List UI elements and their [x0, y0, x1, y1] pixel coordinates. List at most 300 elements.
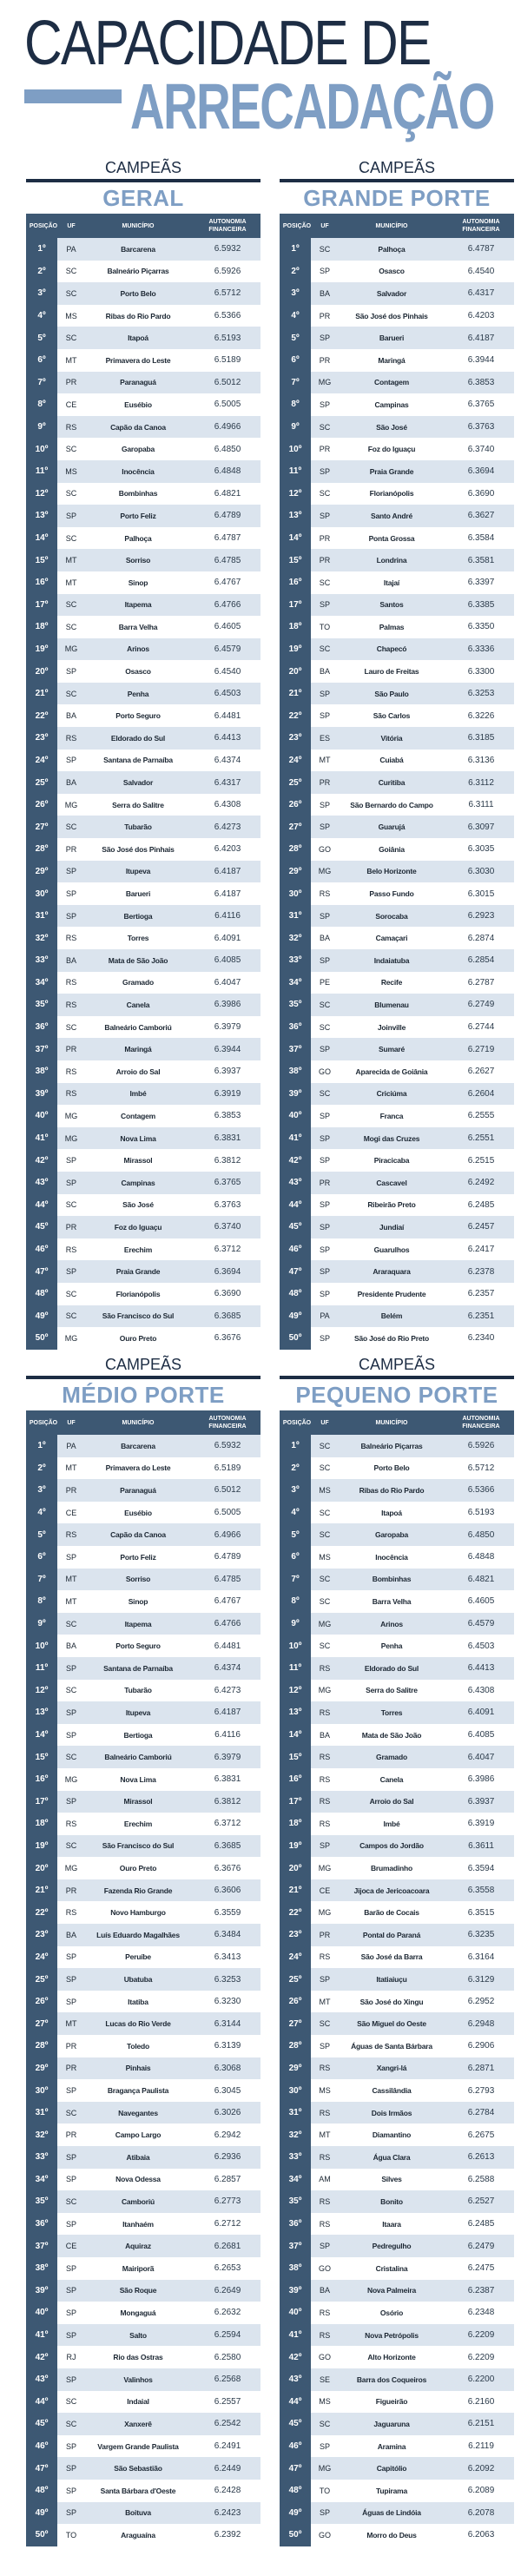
row-municipality: Barueri	[125, 889, 151, 899]
row-position: 32º	[26, 2124, 57, 2146]
row-municipality: Recife	[380, 978, 403, 987]
table-row	[26, 771, 260, 794]
row-position: 5º	[280, 1523, 311, 1546]
panel-heading: CAMPEÃS	[358, 159, 436, 176]
row-municipality: Eldorado do Sul	[110, 733, 166, 743]
table-row	[280, 704, 514, 727]
row-autonomy-value: 6.3558	[467, 1886, 495, 1896]
table-row	[26, 1546, 260, 1569]
table-row	[26, 1613, 260, 1635]
row-position: 46º	[26, 2435, 57, 2458]
row-state: PR	[65, 1222, 77, 1232]
row-autonomy-value: 6.3112	[468, 777, 494, 788]
row-municipality: Lauro de Freitas	[364, 667, 419, 677]
row-state: AM	[319, 2175, 331, 2184]
row-state: BA	[319, 1730, 330, 1740]
row-autonomy-value: 6.3676	[214, 1333, 241, 1344]
row-autonomy-value: 6.4787	[214, 533, 241, 544]
row-municipality: Cassilândia	[372, 2086, 412, 2096]
row-autonomy-value: 6.2744	[467, 1022, 495, 1033]
row-autonomy-value: 6.4317	[467, 288, 495, 299]
row-autonomy-value: 6.2568	[214, 2375, 241, 2385]
row-position: 10º	[26, 438, 57, 460]
table-body	[280, 1435, 514, 2546]
table-row	[26, 2190, 260, 2213]
row-state: CE	[65, 2242, 77, 2251]
row-municipality: Alto Horizonte	[367, 2353, 416, 2362]
table-row	[26, 1968, 260, 1991]
row-state: CE	[65, 1508, 77, 1517]
table-row	[26, 616, 260, 638]
table-row	[26, 1813, 260, 1835]
row-autonomy-value: 6.2357	[467, 1289, 495, 1299]
row-state: SC	[319, 1463, 331, 1473]
row-municipality: Ouro Preto	[119, 1864, 157, 1873]
row-autonomy-value: 6.4203	[467, 311, 495, 321]
row-autonomy-value: 6.2423	[214, 2507, 241, 2518]
table-row	[280, 2035, 514, 2057]
row-state: SP	[319, 1222, 330, 1232]
row-municipality: Salvador	[376, 288, 407, 298]
row-municipality: Nova Odessa	[115, 2175, 161, 2184]
row-state: MT	[319, 756, 331, 765]
row-autonomy-value: 6.3397	[467, 578, 495, 588]
row-state: RS	[65, 978, 77, 987]
table-row	[280, 527, 514, 550]
row-municipality: São José da Barra	[360, 1952, 423, 1962]
row-state: BA	[319, 934, 330, 943]
row-position: 12º	[280, 1680, 311, 1702]
row-position: 14º	[26, 527, 57, 550]
row-municipality: Sinop	[128, 578, 148, 587]
row-position: 11º	[26, 1657, 57, 1680]
row-autonomy-value: 6.2392	[214, 2530, 241, 2540]
row-autonomy-value: 6.3111	[468, 800, 494, 810]
row-position: 10º	[280, 1635, 311, 1657]
row-position: 41º	[280, 1127, 311, 1150]
table-row	[280, 750, 514, 772]
row-state: SP	[65, 2086, 76, 2096]
row-municipality: Dois Irmãos	[371, 2108, 412, 2117]
row-state: SC	[319, 1022, 331, 1032]
row-position: 34º	[280, 972, 311, 994]
row-municipality: Palmas	[379, 622, 405, 631]
row-state: RS	[65, 1530, 77, 1540]
row-position: 46º	[280, 2435, 311, 2458]
row-autonomy-value: 6.3853	[214, 1111, 241, 1121]
table-row	[280, 505, 514, 527]
column-header-pos: POSIÇÃO	[282, 222, 312, 229]
row-autonomy-value: 6.2378	[467, 1266, 495, 1277]
row-autonomy-value: 6.5193	[467, 1508, 495, 1518]
row-autonomy-value: 6.3765	[214, 1178, 241, 1188]
row-municipality: Mairiporã	[122, 2263, 155, 2273]
row-state: PR	[319, 1930, 331, 1939]
row-municipality: São José dos Pinhais	[355, 311, 428, 320]
row-municipality: Águas de Lindóia	[362, 2508, 421, 2518]
row-position: 50º	[280, 2524, 311, 2546]
row-position: 5º	[26, 327, 57, 349]
table-row	[26, 483, 260, 505]
table-row	[26, 2324, 260, 2347]
row-municipality: Blumenau	[374, 1000, 409, 1009]
row-position: 27º	[280, 816, 311, 838]
row-state: SP	[319, 1156, 330, 1166]
row-state: TO	[65, 2530, 77, 2540]
row-state: SP	[65, 1156, 76, 1166]
row-autonomy-value: 6.4091	[467, 1707, 495, 1718]
row-autonomy-value: 6.2555	[467, 1111, 495, 1121]
row-state: RS	[319, 1797, 331, 1807]
row-municipality: Figueirão	[375, 2397, 408, 2407]
row-state: RS	[319, 1819, 331, 1828]
row-municipality: Osório	[379, 2308, 404, 2317]
row-position: 43º	[280, 1172, 311, 1194]
table-row	[280, 1546, 514, 1569]
table-row	[280, 1791, 514, 1813]
row-autonomy-value: 6.3035	[467, 844, 495, 855]
row-state: SP	[319, 2242, 330, 2251]
table-row	[26, 2235, 260, 2257]
row-state: ES	[319, 733, 330, 743]
row-municipality: Bombinhas	[372, 1575, 412, 1584]
row-autonomy-value: 6.2793	[467, 2085, 495, 2096]
row-position: 29º	[280, 861, 311, 883]
row-state: SP	[65, 1663, 76, 1673]
row-position: 6º	[280, 1546, 311, 1569]
row-autonomy-value: 6.2874	[467, 933, 495, 943]
row-autonomy-value: 6.3831	[214, 1133, 241, 1144]
table-row	[26, 949, 260, 972]
row-municipality: Foz do Iguaçu	[114, 1222, 162, 1232]
table-row	[280, 1216, 514, 1238]
row-municipality: São José do Rio Preto	[353, 1333, 429, 1343]
table-row	[280, 1457, 514, 1480]
row-municipality: São Francisco do Sul	[102, 1841, 175, 1851]
row-state: BA	[65, 955, 76, 965]
row-state: RS	[319, 889, 331, 899]
column-header-val: AUTONOMIA FINANCEIRA	[208, 1416, 247, 1430]
table-row	[280, 771, 514, 794]
row-municipality: Palhoça	[124, 533, 152, 543]
row-autonomy-value: 6.4116	[214, 1730, 241, 1740]
table-row	[280, 2124, 514, 2146]
table-row	[26, 527, 260, 550]
row-state: PR	[65, 1045, 77, 1054]
row-state: SC	[65, 600, 77, 610]
column-header-uf: UF	[320, 222, 329, 229]
row-state: SP	[319, 1133, 330, 1143]
table-row	[280, 616, 514, 638]
row-state: SP	[65, 2486, 76, 2495]
row-autonomy-value: 6.3350	[467, 622, 495, 632]
row-municipality: Osasco	[125, 667, 151, 677]
row-autonomy-value: 6.2604	[467, 1088, 495, 1099]
row-position: 34º	[26, 972, 57, 994]
row-municipality: Franca	[379, 1111, 404, 1120]
row-state: SC	[65, 822, 77, 832]
row-state: SC	[65, 489, 77, 499]
row-autonomy-value: 6.2340	[467, 1333, 495, 1344]
row-position: 38º	[26, 1060, 57, 1083]
row-position: 25º	[280, 1968, 311, 1991]
row-state: SC	[65, 1686, 77, 1695]
row-state: GO	[318, 2530, 331, 2540]
row-position: 48º	[280, 2480, 311, 2502]
row-municipality: Paranaguá	[120, 1485, 156, 1495]
row-state: SP	[319, 800, 330, 809]
row-municipality: Aramina	[377, 2441, 406, 2451]
panel-subtitle: PEQUENO PORTE	[295, 1382, 498, 1408]
row-municipality: Vitória	[380, 733, 403, 743]
row-position: 34º	[26, 2169, 57, 2191]
table-row	[26, 927, 260, 949]
row-state: SP	[319, 1111, 330, 1120]
row-state: MT	[319, 1997, 331, 2006]
row-municipality: Chapecó	[376, 644, 407, 654]
row-autonomy-value: 6.3694	[467, 466, 495, 477]
row-autonomy-value: 6.4789	[214, 1552, 241, 1562]
row-position: 49º	[280, 2502, 311, 2525]
row-autonomy-value: 6.4085	[467, 1730, 495, 1740]
row-autonomy-value: 6.2613	[467, 2152, 495, 2163]
row-municipality: Curitiba	[378, 778, 406, 788]
row-municipality: Campos do Jordão	[359, 1841, 424, 1851]
row-autonomy-value: 6.2160	[467, 2396, 495, 2407]
row-position: 28º	[26, 838, 57, 861]
row-autonomy-value: 6.2580	[214, 2352, 241, 2362]
title-accent-bar	[24, 89, 122, 103]
panel-heading: CAMPEÃS	[104, 1356, 182, 1373]
table-row	[26, 1857, 260, 1879]
row-autonomy-value: 6.2200	[467, 2375, 495, 2385]
table-row	[26, 438, 260, 460]
row-position: 15º	[26, 1746, 57, 1768]
row-municipality: Atibaia	[126, 2152, 150, 2162]
table-row	[26, 1105, 260, 1127]
row-state: MG	[64, 644, 78, 654]
row-autonomy-value: 6.3026	[214, 2108, 241, 2118]
row-municipality: Belo Horizonte	[366, 867, 417, 876]
row-autonomy-value: 6.3611	[468, 1840, 494, 1851]
table-row	[280, 1768, 514, 1791]
row-position: 14º	[280, 527, 311, 550]
table-row	[280, 416, 514, 439]
table-row	[280, 1327, 514, 1350]
row-autonomy-value: 6.2428	[214, 2486, 241, 2496]
table-row	[280, 1149, 514, 1172]
row-autonomy-value: 6.2649	[214, 2285, 241, 2295]
row-municipality: Inocência	[375, 1552, 408, 1562]
row-autonomy-value: 6.4413	[214, 733, 241, 743]
table-row	[26, 327, 260, 349]
row-municipality: Mirassol	[123, 1156, 153, 1166]
row-state: SC	[319, 1089, 331, 1099]
row-state: SP	[319, 600, 330, 610]
table-row	[26, 549, 260, 571]
table-row	[280, 2391, 514, 2414]
row-position: 6º	[26, 1546, 57, 1569]
row-autonomy-value: 6.3694	[214, 1266, 241, 1277]
row-state: MT	[65, 1596, 77, 1606]
table-row	[280, 1479, 514, 1502]
row-position: 35º	[26, 2190, 57, 2213]
table-row	[26, 416, 260, 439]
row-municipality: São José dos Pinhais	[102, 844, 175, 854]
row-autonomy-value: 6.5005	[214, 400, 241, 410]
row-state: BA	[319, 667, 330, 677]
row-autonomy-value: 6.3606	[214, 1886, 241, 1896]
row-municipality: Ubatuba	[123, 1975, 153, 1985]
row-municipality: Barcarena	[121, 1441, 155, 1450]
row-position: 9º	[280, 1613, 311, 1635]
row-municipality: Erechim	[123, 1819, 153, 1828]
row-municipality: Sorriso	[125, 556, 151, 565]
table-row	[26, 1991, 260, 2013]
row-autonomy-value: 6.3230	[214, 1997, 241, 2007]
table-row	[26, 660, 260, 683]
row-autonomy-value: 6.2515	[467, 1155, 495, 1166]
row-position: 39º	[280, 2280, 311, 2302]
row-municipality: Sorocaba	[375, 911, 408, 921]
row-position: 17º	[26, 594, 57, 617]
row-position: 40º	[280, 2302, 311, 2324]
table-row	[280, 2235, 514, 2257]
table-row	[280, 1635, 514, 1657]
row-position: 33º	[26, 949, 57, 972]
row-autonomy-value: 6.2078	[467, 2507, 495, 2518]
row-municipality: Foz do Iguaçu	[367, 445, 416, 454]
row-municipality: Bombinhas	[118, 489, 158, 499]
row-municipality: Goiânia	[379, 844, 405, 854]
row-position: 20º	[280, 660, 311, 683]
table-row	[280, 2102, 514, 2124]
row-state: SP	[65, 2330, 76, 2340]
row-state: GO	[318, 844, 331, 854]
row-position: 23º	[26, 1924, 57, 1946]
row-position: 38º	[280, 2257, 311, 2280]
row-autonomy-value: 6.4047	[467, 1752, 495, 1762]
row-municipality: Água Clara	[373, 2152, 411, 2162]
row-state: SP	[65, 1730, 76, 1740]
row-position: 3º	[280, 282, 311, 305]
row-position: 32º	[280, 2124, 311, 2146]
table-row	[280, 327, 514, 349]
table-row	[280, 972, 514, 994]
row-position: 5º	[26, 1523, 57, 1546]
panel-subtitle: MÉDIO PORTE	[62, 1382, 225, 1408]
row-municipality: Barra dos Coqueiros	[356, 2375, 427, 2384]
row-position: 31º	[280, 905, 311, 928]
row-position: 27º	[26, 816, 57, 838]
row-state: SC	[319, 489, 331, 499]
row-state: SC	[319, 1575, 331, 1584]
table-row	[280, 861, 514, 883]
row-position: 26º	[280, 794, 311, 816]
row-position: 32º	[26, 927, 57, 949]
row-position: 27º	[280, 2012, 311, 2035]
table-row	[26, 1835, 260, 1858]
table-row	[26, 1479, 260, 1502]
row-state: SC	[65, 1022, 77, 1032]
column-header-mun: MUNICÍPIO	[122, 222, 155, 229]
row-state: SP	[65, 1797, 76, 1807]
row-municipality: Contagem	[121, 1111, 155, 1120]
row-autonomy-value: 6.2632	[214, 2308, 241, 2318]
row-state: SP	[319, 1975, 330, 1985]
row-position: 8º	[280, 1590, 311, 1613]
row-position: 38º	[280, 1060, 311, 1083]
table-row	[280, 2169, 514, 2191]
row-state: RS	[65, 1089, 77, 1099]
row-municipality: São José do Xingu	[359, 1997, 424, 2006]
row-municipality: Porto Seguro	[115, 1641, 161, 1651]
row-municipality: Mata de São João	[108, 955, 168, 965]
row-position: 44º	[26, 1194, 57, 1217]
table-row	[26, 349, 260, 372]
row-autonomy-value: 6.2675	[467, 2130, 495, 2140]
row-autonomy-value: 6.3144	[214, 2018, 241, 2029]
row-position: 45º	[26, 2413, 57, 2435]
row-autonomy-value: 6.2089	[467, 2486, 495, 2496]
table-row	[26, 1768, 260, 1791]
table-header	[26, 214, 260, 238]
row-municipality: Guarujá	[378, 822, 406, 832]
row-municipality: Indaial	[127, 2397, 149, 2407]
row-municipality: Mongaguá	[120, 2308, 156, 2317]
row-municipality: Gramado	[122, 978, 154, 987]
row-autonomy-value: 6.4605	[467, 1596, 495, 1607]
row-state: SP	[65, 511, 76, 520]
row-state: BA	[65, 711, 76, 721]
row-municipality: São Bernardo do Campo	[350, 800, 433, 809]
table-row	[280, 594, 514, 617]
table-row	[280, 683, 514, 705]
table-row	[26, 1216, 260, 1238]
table-row	[280, 460, 514, 483]
table-row	[26, 1502, 260, 1524]
row-position: 28º	[26, 2035, 57, 2057]
row-autonomy-value: 6.2653	[214, 2263, 241, 2274]
column-header-val: AUTONOMIA FINANCEIRA	[462, 1416, 500, 1430]
row-municipality: Itupeva	[125, 1707, 151, 1717]
table-row	[280, 1835, 514, 1858]
row-position: 36º	[280, 2213, 311, 2236]
row-municipality: Balneário Piçarras	[360, 1441, 423, 1450]
row-state: SP	[319, 822, 330, 832]
row-municipality: São Paulo	[374, 689, 409, 698]
row-state: SP	[65, 1267, 76, 1277]
row-autonomy-value: 6.3812	[214, 1155, 241, 1166]
row-state: MT	[319, 2130, 331, 2140]
row-state: SC	[319, 2019, 331, 2029]
row-autonomy-value: 6.5366	[214, 311, 241, 321]
row-municipality: Itatiba	[128, 1997, 148, 2006]
table-row	[280, 816, 514, 838]
row-position: 3º	[26, 1479, 57, 1502]
row-state: MG	[318, 1908, 332, 1918]
row-state: MT	[65, 578, 77, 587]
row-municipality: Salvador	[122, 778, 154, 788]
row-municipality: São José	[122, 1200, 154, 1210]
row-municipality: Ribeirão Preto	[367, 1200, 416, 1210]
row-position: 37º	[26, 2235, 57, 2257]
row-municipality: Penha	[380, 1641, 403, 1651]
row-state: SP	[65, 2152, 76, 2162]
row-position: 23º	[280, 1924, 311, 1946]
row-state: RS	[65, 1908, 77, 1918]
column-header-pos: POSIÇÃO	[29, 222, 58, 229]
